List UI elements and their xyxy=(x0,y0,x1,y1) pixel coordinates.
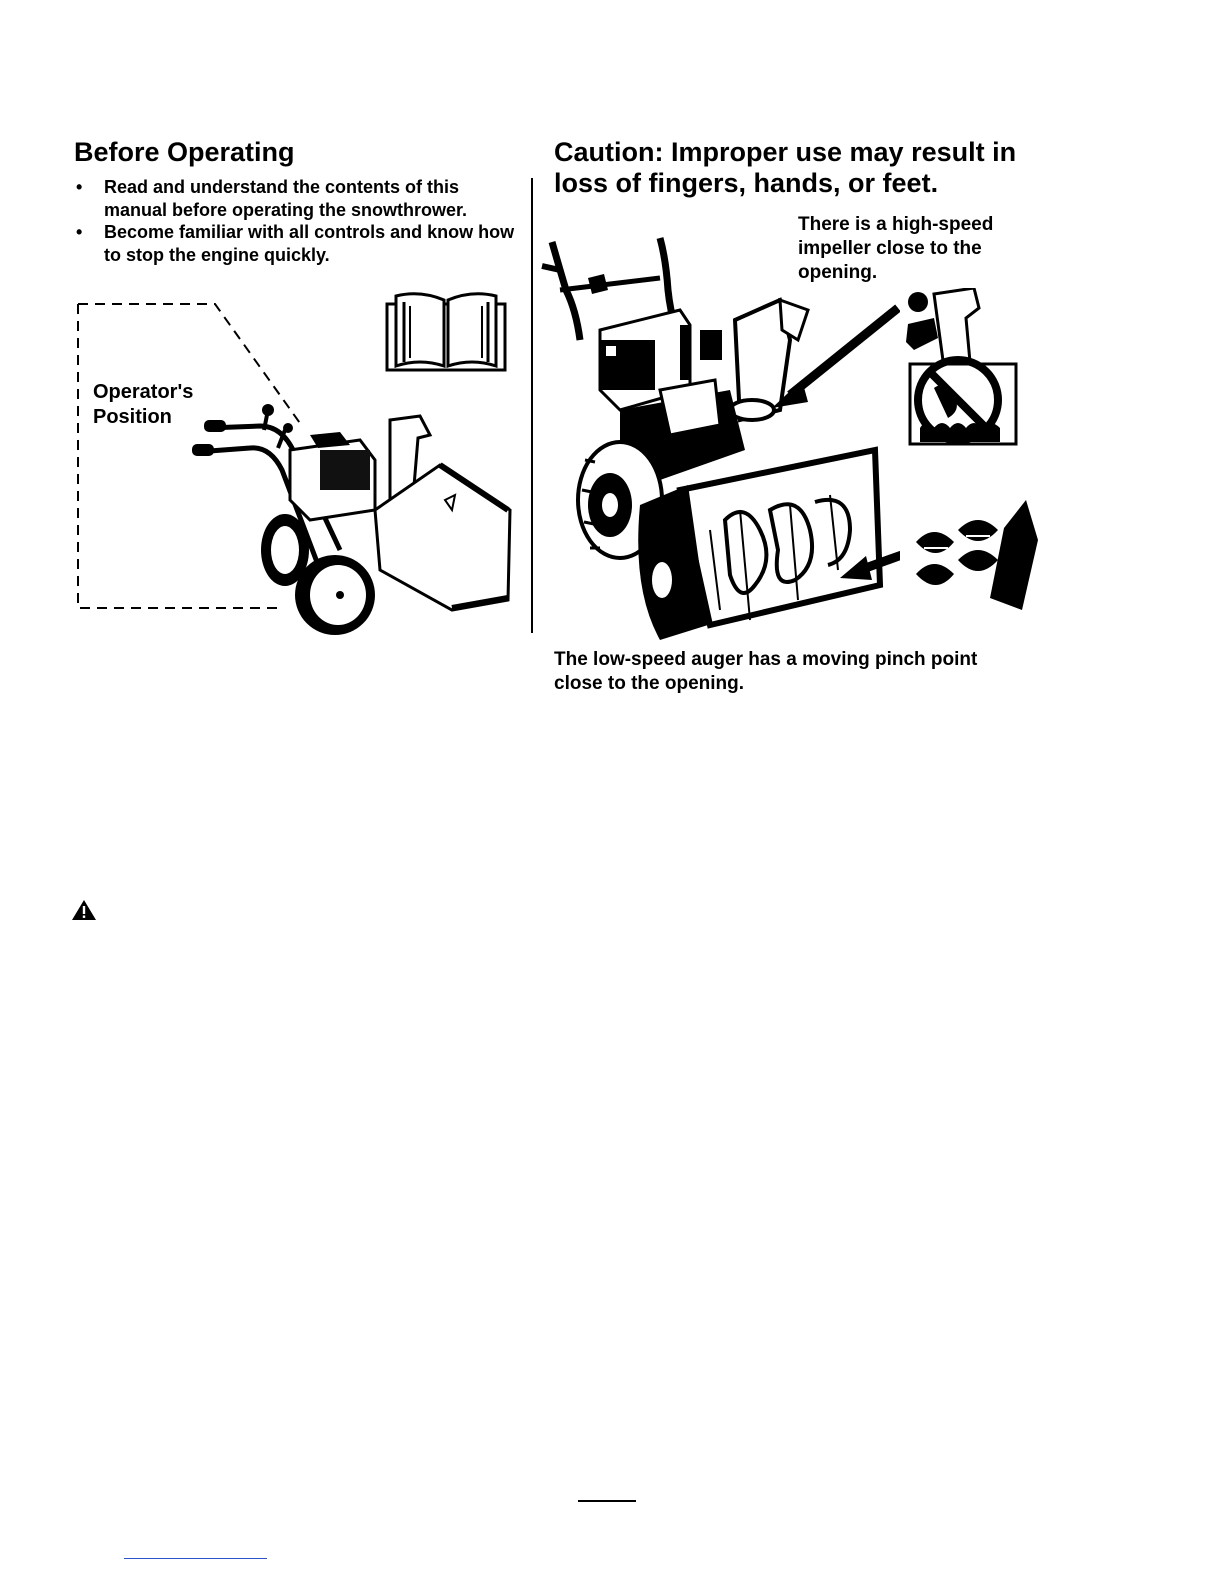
auger-callout: The low-speed auger has a moving pinch point close to the opening. xyxy=(554,649,978,694)
footer-link[interactable] xyxy=(124,1546,267,1559)
warning-triangle-icon xyxy=(71,899,97,921)
snowthrower-side-illustration xyxy=(190,400,520,640)
page-number-rule xyxy=(578,1500,636,1502)
list-item xyxy=(74,176,524,221)
caution-heading: Caution: Improper use may result in loss of fingers, hands, or feet. xyxy=(554,137,1017,198)
hand-pinch-icon xyxy=(914,498,1040,613)
impeller-callout: There is a high-speed impeller close to the opening. xyxy=(798,214,994,283)
bullet-text: Read and understand the contents of this manual before operating the snowthrower. xyxy=(104,177,468,220)
open-book-icon xyxy=(384,288,508,374)
before-operating-heading: Before Operating xyxy=(74,137,295,167)
no-hands-in-chute-icon xyxy=(904,288,1022,448)
snowthrower-front-illustration xyxy=(540,230,900,645)
column-divider xyxy=(531,178,533,633)
before-operating-list xyxy=(74,176,524,266)
bullet-text: Become familiar with all controls and know how to stop the engine quickly. xyxy=(104,222,515,265)
list-item xyxy=(74,221,524,266)
operator-label-line1: Operator's xyxy=(93,381,194,403)
operator-label-line2: Position xyxy=(93,406,172,428)
operator-position-label xyxy=(93,380,193,430)
bullet-marker: • xyxy=(76,177,83,197)
bullet-marker: • xyxy=(76,222,83,242)
